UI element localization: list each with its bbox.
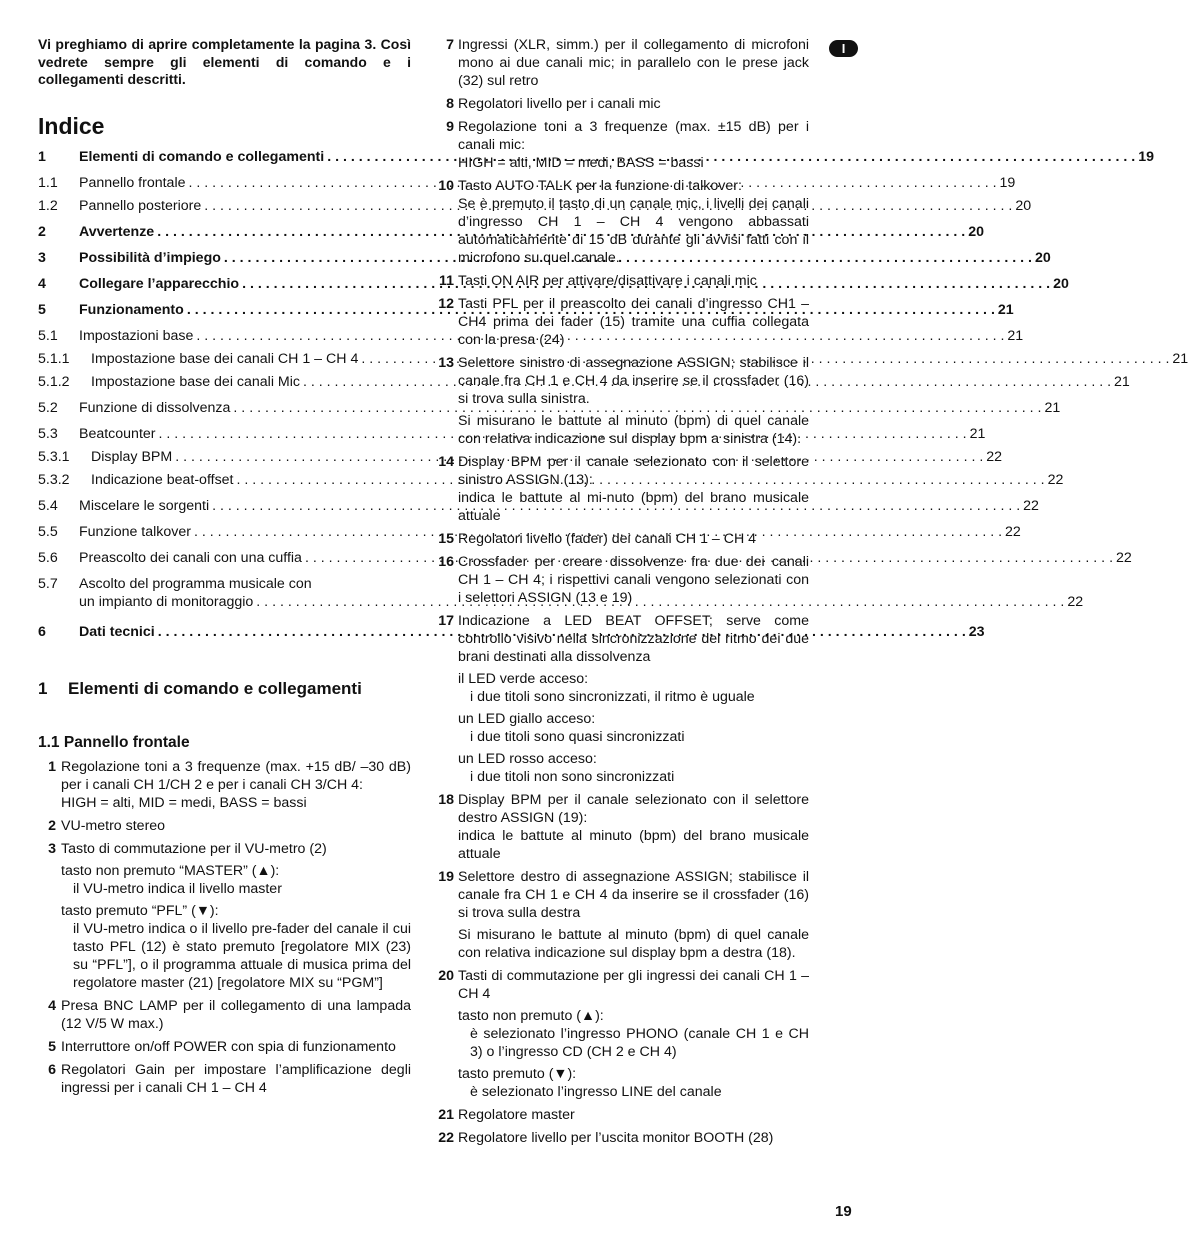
list-item: [436, 1106, 809, 1124]
item-number: 1: [48, 758, 56, 775]
item-text: Tasti PFL per il preascolto dei canali d’ingresso CH1 – CH4 prima dei fader (15) tramite una cuffia collegata con la presa (24): [458, 296, 809, 348]
toc-page: 23: [968, 623, 985, 640]
toc-page: 22: [986, 448, 1003, 465]
item-subtext: tasto premuto “PFL” (▼):: [61, 902, 219, 919]
item-subtext: un LED giallo acceso:: [458, 711, 596, 727]
toc-page: 20: [1015, 197, 1032, 214]
list-item: [436, 295, 809, 349]
item-text: Crossfader per creare dissolvenze fra due dei canali CH 1 – CH 4; i rispettivi canali vengono selezionati con i selettori ASSIGN (13 e 19): [458, 554, 809, 606]
item-text: Tasto di commutazione per il VU-metro (2): [61, 840, 327, 857]
toc-page: 20: [968, 223, 985, 240]
toc-entry: [38, 327, 1024, 345]
item-text: Indicazione a LED BEAT OFFSET; serve come controllo visivo nella sincronizzazione del ritmo dei due brani destinati alla dissolvenza: [458, 613, 809, 665]
list-item: [436, 354, 809, 448]
item-text: indica le battute al mi-nuto (bpm) del brano musicale attuale: [458, 490, 809, 524]
item-number: 5: [48, 1038, 56, 1055]
item-subtext: i due titoli non sono sincronizzati: [470, 769, 675, 785]
right-column: [436, 36, 809, 1147]
intro-note: Vi preghiamo di aprire completamente la pagina 3. Così vedrete sempre gli elementi di comando e i collegamenti descritti.: [38, 36, 411, 87]
list-item: [436, 272, 809, 290]
item-subtext: il VU-metro indica il livello master: [73, 880, 282, 897]
toc-number: 5.3.1: [38, 448, 70, 465]
item-text: Display BPM per il canale selezionato con il selettore destro ASSIGN (19):: [458, 792, 809, 826]
toc-title: Funzionamento: [79, 301, 184, 318]
item-number: 20: [438, 968, 454, 984]
item-subtext: tasto non premuto (▲):: [458, 1008, 604, 1024]
item-text: Se è premuto il tasto di un canale mic, i livelli dei canali d’ingresso CH 1 – CH 4 vengono abbassati automaticamente di 15 dB durante gli avvisi fatti con il microfono su quel canale.: [458, 196, 809, 266]
page-number: 19: [835, 1203, 852, 1220]
subsection-1-1-heading: 1.1 Pannello frontale: [38, 733, 190, 751]
language-badge: I: [829, 40, 858, 57]
toc-title: Preascolto dei canali con una cuffia: [79, 549, 302, 566]
item-number: 12: [438, 296, 454, 312]
item-subtext: tasto non premuto “MASTER” (▲):: [61, 862, 280, 879]
toc-number: 6: [38, 623, 46, 640]
toc-number: 5.6: [38, 549, 58, 566]
item-subtext: il VU-metro indica o il livello pre-fader del canale il cui tasto PFL (12) è stato premuto [regolatore MIX (23) su “PFL”], o il programma attuale di musica prima del regolatore master (21) [regolatore MIX su “PGM”]: [73, 920, 411, 991]
item-number: 22: [438, 1130, 454, 1146]
item-text: Regolatori livello per i canali mic: [458, 96, 661, 112]
item-text: Presa BNC LAMP per il collegamento di una lampada (12 V/5 W max.): [61, 997, 411, 1032]
item-subtext: è selezionato l’ingresso LINE del canale: [470, 1084, 722, 1100]
list-item: [38, 758, 411, 812]
item-subtext: tasto premuto (▼):: [458, 1066, 577, 1082]
toc-page: 20: [1053, 275, 1069, 292]
toc-title: Indicazione beat-offset: [91, 471, 234, 488]
toc-page: 22: [1116, 549, 1132, 566]
list-item: [38, 1061, 411, 1097]
item-number: 19: [438, 869, 454, 885]
list-item: [436, 177, 809, 267]
item-subtext: i due titoli sono sincronizzati, il ritmo è uguale: [470, 689, 755, 705]
toc-page: 21: [1172, 350, 1188, 367]
toc-page: 21: [1007, 327, 1024, 344]
toc-title: Miscelare le sorgenti: [79, 497, 210, 514]
toc-page: 22: [1047, 471, 1064, 488]
item-text: Tasti di commutazione per gli ingressi dei canali CH 1 – CH 4: [458, 968, 809, 1002]
toc-title: Dati tecnici: [79, 623, 155, 640]
toc-number: 2: [38, 223, 46, 240]
item-text: VU-metro stereo: [61, 817, 166, 834]
toc-number: 5.7: [38, 575, 58, 592]
toc-title: Impostazione base dei canali CH 1 – CH 4: [91, 350, 359, 367]
item-text: Tasti ON AIR per attivare/disattivare i canali mic: [458, 273, 757, 289]
toc-title: Ascolto del programma musicale con: [79, 575, 312, 592]
item-text: Regolazione toni a 3 frequenze (max. ±15 dB) per i canali mic:: [458, 119, 809, 153]
item-text: Si misurano le battute al minuto (bpm) di quel canale con relativa indicazione sul display bpm a destra (18).: [458, 927, 809, 961]
toc-entry: [38, 223, 985, 241]
index-title: Indice: [38, 112, 105, 139]
toc-title: Funzione talkover: [79, 523, 191, 540]
toc-page: 22: [1005, 523, 1021, 540]
toc-page: 19: [999, 174, 1016, 191]
list-item: [38, 840, 411, 992]
toc-entry: [38, 399, 1061, 417]
item-number: 6: [48, 1061, 56, 1078]
section-1-heading: [38, 679, 411, 699]
toc-number: 5.4: [38, 497, 58, 514]
toc-number: 5: [38, 301, 46, 318]
toc-number: 5.1.1: [38, 350, 70, 367]
toc-title: Impostazione base dei canali Mic: [91, 373, 300, 390]
toc-page: 21: [997, 301, 1014, 318]
item-number: 10: [438, 178, 454, 194]
toc-title: Elementi di comando e collegamenti: [79, 148, 325, 165]
item-number: 7: [446, 37, 454, 53]
toc-title: Pannello frontale: [79, 174, 186, 191]
toc-page: 21: [969, 425, 986, 442]
item-text: indica le battute al minuto (bpm) del brano musicale attuale: [458, 828, 809, 862]
item-number: 21: [438, 1107, 454, 1123]
item-text: Tasto AUTO TALK per la funzione di talkover:: [458, 178, 742, 194]
item-text: Regolatori Gain per impostare l’amplificazione degli ingressi per i canali CH 1 – CH 4: [61, 1061, 411, 1096]
toc-title: Collegare l’apparecchio: [79, 275, 240, 292]
item-text: Ingressi (XLR, simm.) per il collegamento di microfoni mono ai due canali mic; in parallelo con le prese jack (32) sul retro: [458, 37, 809, 89]
toc-number: 5.5: [38, 523, 58, 540]
toc-title: Pannello posteriore: [79, 197, 202, 214]
item-text: Regolazione toni a 3 frequenze (max. +15 dB/ –30 dB) per i canali CH 1/CH 2 e per i canali CH 3/CH 4:: [61, 758, 411, 793]
item-number: 16: [438, 554, 454, 570]
item-number: 2: [48, 817, 56, 834]
item-number: 11: [439, 273, 454, 289]
toc-number: 1.2: [38, 197, 58, 214]
item-number: 15: [438, 531, 454, 547]
section-title: Elementi di comando e collegamenti: [68, 678, 362, 698]
list-item: [436, 553, 809, 607]
item-subtext: un LED rosso acceso:: [458, 751, 597, 767]
toc-page: 21: [1044, 399, 1061, 416]
item-number: 3: [48, 840, 56, 857]
section-number: 1: [38, 678, 48, 698]
toc-entry: [38, 623, 985, 641]
item-text: HIGH = alti, MID = medi, BASS = bassi: [458, 155, 704, 171]
toc-title: Display BPM: [91, 448, 173, 465]
toc-title: Funzione di dissolvenza: [79, 399, 231, 416]
item-subtext: i due titoli sono quasi sincronizzati: [470, 729, 685, 745]
list-item: [436, 791, 809, 863]
item-number: 14: [438, 454, 454, 470]
list-item: [436, 95, 809, 113]
item-number: 18: [438, 792, 454, 808]
list-item: [436, 453, 809, 525]
item-number: 9: [446, 119, 454, 135]
item-text: Selettore destro di assegnazione ASSIGN; stabilisce il canale fra CH 1 e CH 4 da inserire se il crossfader (16) si trova sulla destra: [458, 869, 809, 921]
list-item: [38, 997, 411, 1033]
toc-entry: [38, 197, 1032, 215]
toc-title: un impianto di monitoraggio: [79, 593, 254, 610]
toc-title: Impostazioni base: [79, 327, 194, 344]
list-item: [436, 1129, 809, 1147]
toc-title: Avvertenze: [79, 223, 155, 240]
item-number: 4: [48, 997, 56, 1014]
toc-number: 1: [38, 148, 46, 165]
toc-number: 3: [38, 249, 46, 266]
list-item: [436, 36, 809, 90]
toc-page: 21: [1114, 373, 1130, 390]
toc-title: Beatcounter: [79, 425, 156, 442]
item-text: Interruttore on/off POWER con spia di funzionamento: [61, 1038, 396, 1055]
list-item: [38, 817, 411, 835]
toc-number: 5.3: [38, 425, 58, 442]
toc-title: Possibilità d’impiego: [79, 249, 221, 266]
toc-number: 5.1: [38, 327, 58, 344]
list-item: [436, 118, 809, 172]
item-subtext: il LED verde acceso:: [458, 671, 589, 687]
list-item: [436, 612, 809, 786]
toc-page: 19: [1138, 148, 1155, 165]
item-number: 17: [438, 613, 454, 629]
toc-number: 1.1: [38, 174, 58, 191]
list-item: [436, 530, 809, 548]
toc-entry: [38, 373, 1130, 391]
toc-number: 4: [38, 275, 46, 292]
toc-page: 20: [1034, 249, 1051, 266]
toc-number: 5.3.2: [38, 471, 70, 488]
toc-entry: [38, 249, 1051, 267]
item-text: Si misurano le battute al minuto (bpm) di quel canale con relativa indicazione sul display bpm a sinistra (14).: [458, 413, 809, 447]
toc-page: 22: [1067, 593, 1084, 610]
list-item: [38, 1038, 411, 1056]
toc-page: 22: [1023, 497, 1039, 514]
item-text: Regolatore master: [458, 1107, 575, 1123]
item-text: Regolatore livello per l’uscita monitor BOOTH (28): [458, 1130, 774, 1146]
item-number: 8: [446, 96, 454, 112]
item-text: Selettore sinistro di assegnazione ASSIGN; stabilisce il canale fra CH 1 e CH 4 da inserire se il crossfader (16) si trova sulla sinistra.: [458, 355, 809, 407]
list-item: [436, 868, 809, 962]
toc-number: 5.2: [38, 399, 58, 416]
item-text: Display BPM per il canale selezionato con il selettore sinistro ASSIGN (13):: [458, 454, 809, 488]
item-number: 13: [438, 355, 454, 371]
item-text: HIGH = alti, MID = medi, BASS = bassi: [61, 794, 307, 811]
item-text: Regolatori livello (fader) dei canali CH 1 – CH 4: [458, 531, 757, 547]
list-item: [436, 967, 809, 1101]
item-subtext: è selezionato l’ingresso PHONO (canale CH 1 e CH 3) o l’ingresso CD (CH 2 e CH 4): [470, 1026, 809, 1060]
toc-number: 5.1.2: [38, 373, 70, 390]
